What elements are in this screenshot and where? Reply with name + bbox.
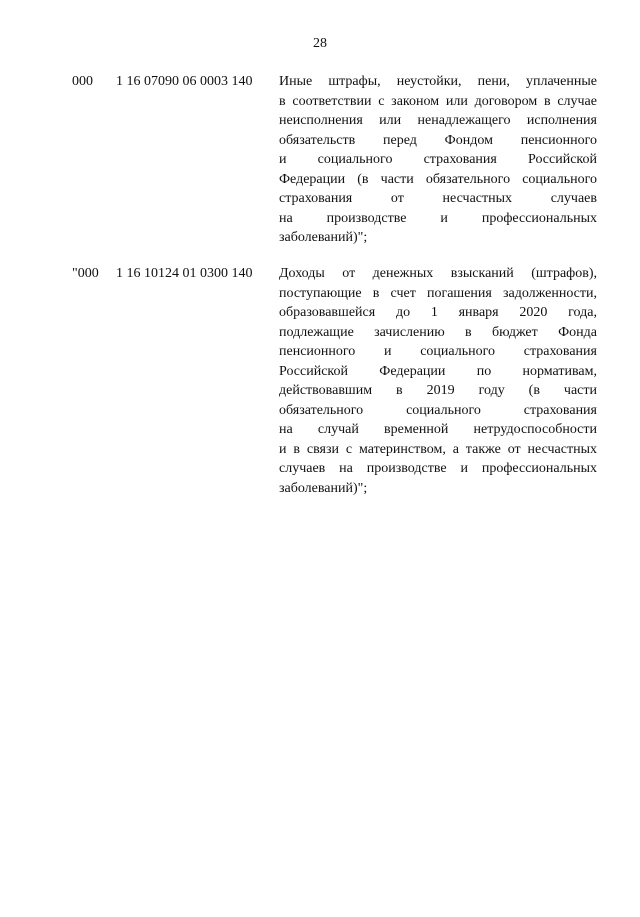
description-line: неисполнения или ненадлежащего исполнения xyxy=(279,113,597,128)
page-number: 28 xyxy=(313,36,327,51)
income-description xyxy=(279,264,597,498)
description-line: заболеваний)"; xyxy=(279,480,368,496)
description-line: подлежащие зачислению в бюджет Фонда xyxy=(279,324,597,340)
description-line: Федерации (в части обязательного социального xyxy=(279,171,597,187)
budget-classification-code: 1 16 07090 06 0003 140 xyxy=(116,74,253,89)
description-line: Доходы от денежных взысканий (штрафов), xyxy=(279,266,597,281)
description-line: и социального страхования Российской xyxy=(279,152,597,167)
budget-classification-code: 1 16 10124 01 0300 140 xyxy=(116,266,253,281)
description-line: в соответствии с законом или договором в случае xyxy=(279,93,597,109)
admin-code: "000 xyxy=(72,266,99,281)
description-line: пенсионного и социального страхования xyxy=(279,344,597,359)
description-line: обязательного социального страхования xyxy=(279,402,597,418)
admin-code: 000 xyxy=(72,74,93,89)
income-description xyxy=(279,72,597,248)
description-line: обязательств перед Фондом пенсионного xyxy=(279,132,597,148)
description-line: на случай временной нетрудоспособности xyxy=(279,422,597,437)
description-line: поступающие в счет погашения задолженности, xyxy=(279,285,597,301)
description-line: заболеваний)"; xyxy=(279,230,368,245)
description-line: Российской Федерации по нормативам, xyxy=(279,363,597,379)
description-line: образовавшейся до 1 января 2020 года, xyxy=(279,305,597,320)
description-line: случаев на производстве и профессиональных xyxy=(279,461,597,476)
description-line: Иные штрафы, неустойки, пени, уплаченные xyxy=(279,74,597,89)
description-line: и в связи с материнством, а также от несчастных xyxy=(279,441,597,457)
description-line: действовавшим в 2019 году (в части xyxy=(279,383,597,398)
description-line: на производстве и профессиональных xyxy=(279,210,597,226)
description-line: страхования от несчастных случаев xyxy=(279,191,597,206)
